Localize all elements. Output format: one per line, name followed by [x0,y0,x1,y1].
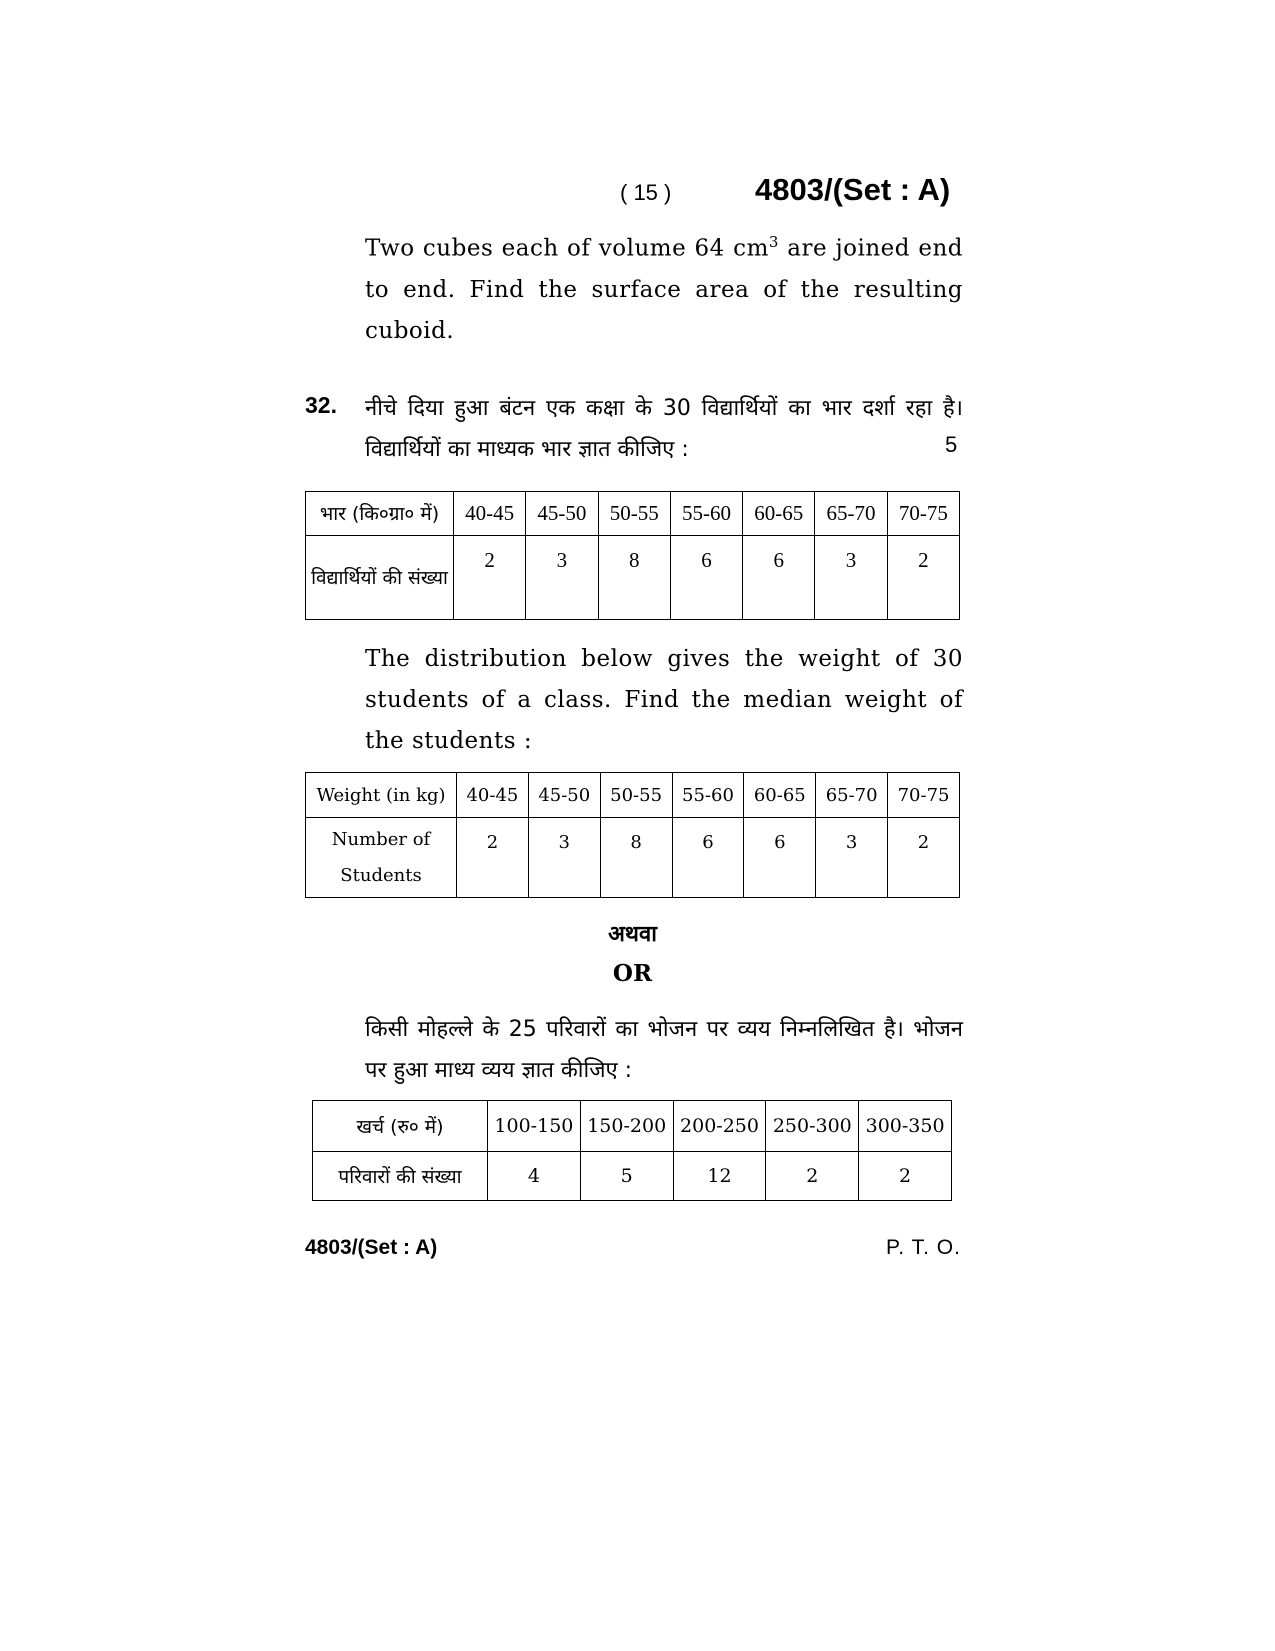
weight-table-hindi [305,491,960,620]
frequency-cell: 6 [743,536,815,620]
frequency-cell: 8 [600,818,672,898]
frequency-cell: 2 [888,818,960,898]
class-cell: 100-150 [488,1101,581,1152]
class-cell: 70-75 [887,492,959,536]
frequency-cell: 6 [744,818,816,898]
class-cell: 55-60 [670,492,742,536]
class-cell: 70-75 [888,773,960,818]
q32-marks: 5 [945,432,958,457]
row-header: खर्च (रु० में) [313,1101,488,1152]
frequency-cell: 2 [457,818,529,898]
q32-hindi-text: नीचे दिया हुआ बंटन एक कक्षा के 30 विद्यार्थियों का भार दर्शा रहा है। विद्यार्थियों का माध्यक भार ज्ञात कीजिए : [365,396,963,462]
q31-text-before: Two cubes each of volume 64 cm [365,235,769,262]
or-hindi: अथवा [608,922,657,947]
table-row [313,1152,952,1201]
class-cell: 40-45 [454,492,526,536]
frequency-cell: 2 [454,536,526,620]
frequency-cell: 6 [672,818,744,898]
frequency-cell: 2 [766,1152,859,1201]
frequency-cell: 12 [673,1152,766,1201]
q31-text-after: are joined end to end. Find the surface area of the resulting cuboid. [365,235,963,344]
expenditure-table [312,1100,952,1201]
q31-english-text [365,222,963,352]
class-cell: 65-70 [815,492,887,536]
class-cell: 45-50 [526,492,598,536]
row-header: Weight (in kg) [306,773,457,818]
frequency-cell: 4 [488,1152,581,1201]
set-code-header: 4803/(Set : A) [755,172,951,207]
table-row [306,536,960,620]
frequency-cell: 3 [528,818,600,898]
table-row [306,818,960,898]
row-header: Number of Students [306,818,457,898]
class-cell: 200-250 [673,1101,766,1152]
class-cell: 40-45 [457,773,529,818]
row-header: परिवारों की संख्या [313,1152,488,1201]
frequency-cell: 6 [670,536,742,620]
alt-hindi-text: किसी मोहल्ले के 25 परिवारों का भोजन पर व्यय निम्नलिखित है। भोजन पर हुआ माध्य व्यय ज्ञात कीजिए : [365,1017,963,1083]
footer-pto: P. T. O. [886,1236,961,1259]
weight-table-english [305,772,960,898]
class-cell: 45-50 [528,773,600,818]
class-cell: 60-65 [743,492,815,536]
class-cell: 50-55 [598,492,670,536]
frequency-cell: 3 [815,536,887,620]
table-row [313,1101,952,1152]
table-row [306,773,960,818]
class-cell: 60-65 [744,773,816,818]
class-cell: 65-70 [816,773,888,818]
footer-set-code: 4803/(Set : A) [305,1236,438,1259]
frequency-cell: 3 [526,536,598,620]
class-cell: 55-60 [672,773,744,818]
or-english: OR [612,960,653,987]
q32-english-text: The distribution below gives the weight of 30 students of a class. Find the median weight of the students : [365,646,963,754]
frequency-cell: 2 [887,536,959,620]
question-number: 32. [305,392,337,418]
page-number: ( 15 ) [620,180,672,205]
q31-superscript: 3 [768,233,779,251]
frequency-cell: 2 [859,1152,952,1201]
table-row [306,492,960,536]
class-cell: 250-300 [766,1101,859,1152]
row-header: भार (कि०ग्रा० में) [306,492,454,536]
class-cell: 150-200 [580,1101,673,1152]
class-cell: 50-55 [600,773,672,818]
class-cell: 300-350 [859,1101,952,1152]
row-header: विद्यार्थियों की संख्या [306,536,454,620]
frequency-cell: 5 [580,1152,673,1201]
frequency-cell: 3 [816,818,888,898]
frequency-cell: 8 [598,536,670,620]
